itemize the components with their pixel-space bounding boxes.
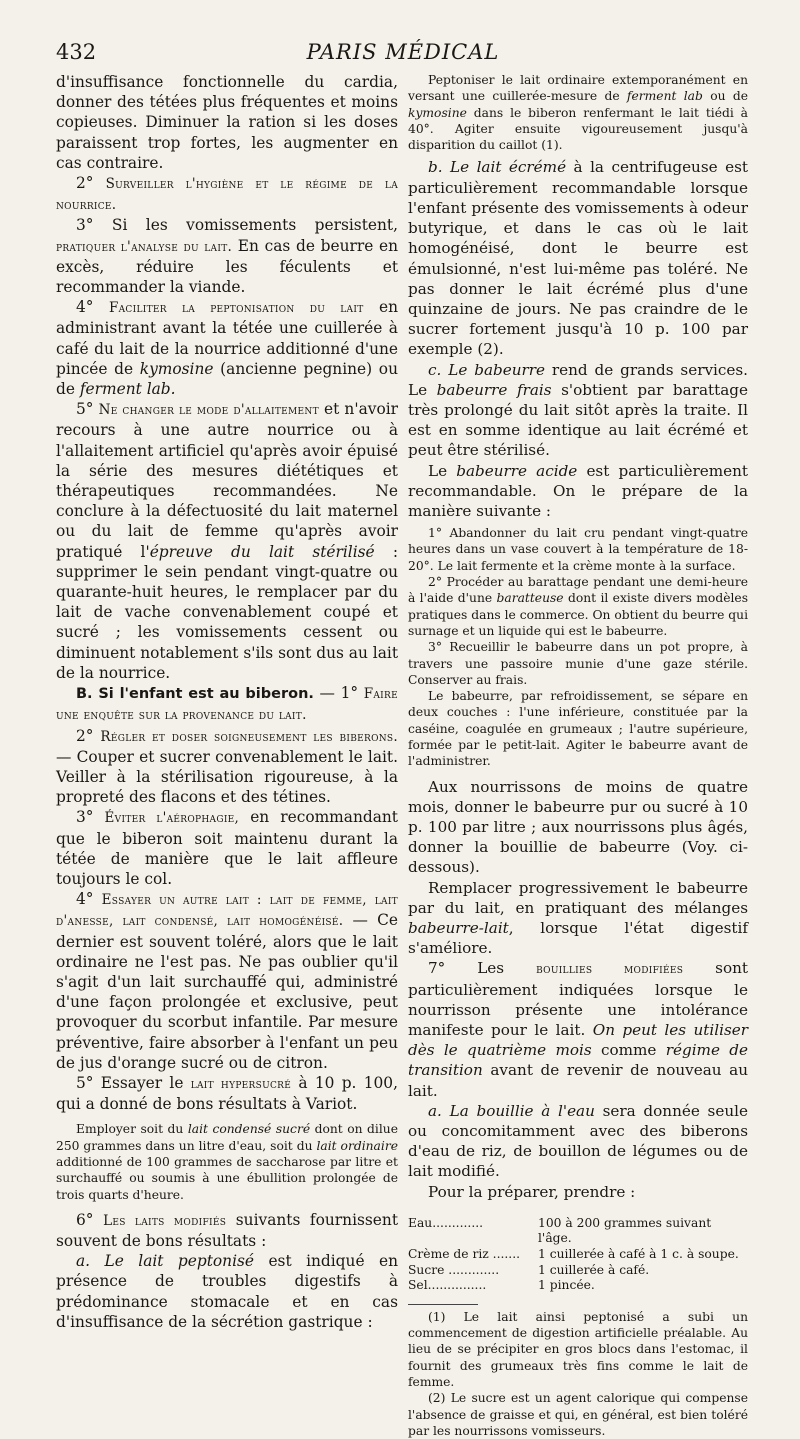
paragraph-hygiene: 2° Surveiller l'hygiène et le régime de la nourrice. (56, 174, 398, 214)
recipe-row: Crème de riz ....... 1 cuillerée à café à 1 c. à soupe. (408, 1247, 739, 1262)
running-title: PARIS MÉDICAL (306, 40, 500, 64)
footnote-1: (1) Le lait ainsi peptonisé a subi un commencement de digestion artificielle préalable. Au lieu de se précipiter en gros blocs dans l'estomac, il fournit des grumeaux très fins comme le lait de femme. (408, 1309, 748, 1390)
paragraph-laits-modifies: 6° Les laits modifiés suivants fournissent souvent de bons résultats : (56, 1210, 398, 1251)
paragraph-autre-lait: 4° Essayer un autre lait : lait de femme, lait d'anesse, lait condensé, lait homogénéisé. — Ce dernier est souvent toléré, alors que le lait ordinaire ne l'est pas. Ne pas oublier qu'il s'agit d'un lait surchauffé qui, administré d'une façon prolongée et exclusive, peut provoquer du scorbut infantile. Par mesure préventive, faire absorber à l'enfant un peu de jus d'orange sucré ou de citron. (56, 890, 399, 1072)
paragraph-peptonisation: 4° Faciliter la peptonisation du lait en administrant avant la tétée une cuillerée à café du lait de la nourrice additionné d'une pincée de kymosine (ancienne pegnine) ou de ferment lab. (56, 298, 398, 399)
recipe-row: Sucre ............. 1 cuillerée à café. (408, 1262, 650, 1277)
paragraph-lait-ecreme: b. Le lait écrémé à la centrifugeuse est particulièrement recommandable lorsque l'enfant présente des vomissements à odeur butyrique, et dans le cas où le lait homogénéisé, dont le beurre est émulsionné, n'est lui-même pas toléré. Ne pas donner le lait écrémé plus d'une quinzaine de jours. Ne pas craindre de le sucrer fortement jusqu'à 10 p. 100 par exemple (2). (408, 158, 748, 359)
page-number: 432 (56, 40, 97, 64)
page-header (56, 40, 750, 68)
paragraph-hypersucre: 5° Essayer le lait hypersucré à 10 p. 100, qui a donné de bons résultats à Variot. (56, 1073, 398, 1114)
paragraph-babeurre-acide: Le babeurre acide est particulièrement recommandable. On le prépare de la manière suivante : (408, 461, 748, 520)
paragraph-babeurre: c. Le babeurre rend de grands services. Le babeurre frais s'obtient par barattage très prolongé du lait sitôt après la traite. Il est en somme identique au lait écrémé et peut être stérilisé. (408, 360, 749, 460)
left-column (56, 72, 398, 1332)
step-barattage: 2° Procéder au barattage pendant une demi-heure à l'aide d'une baratteuse dont il existe divers modèles pratiques dans le commerce. On obtient du beurre qui surnage et un liquide qui est le babeurre. (408, 575, 749, 638)
paragraph-nourrissons: Aux nourrissons de moins de quatre mois, donner le babeurre pur ou sucré à 10 p. 100 par litre ; aux nourrissons plus âgés, donner la bouillie de babeurre (Voy. ci-dessous). (408, 777, 748, 877)
recipe-table (408, 1216, 748, 1294)
note-refroidissement: Le babeurre, par refroidissement, se sépare en deux couches : l'une inférieure, constituée par la caséine, coagulée en grumeaux ; l'autre supérieure, formée par le petit-lait. Agiter le babeurre avant de l'administrer. (408, 689, 748, 769)
recipe-row: Eau............. 100 à 200 grammes suivant l'âge. (408, 1215, 712, 1246)
step-abandonner: 1° Abandonner du lait cru pendant vingt-quatre heures dans un vase couvert à la température de 18-20°. Le lait fermente et la crème monte à la surface. (408, 526, 748, 573)
recipe-row: Sel............... 1 pincée. (408, 1278, 595, 1293)
paragraph-bouillie-eau: a. La bouillie à l'eau sera donnée seule ou concomitamment avec des biberons d'eau de riz, de bouillon de légumes ou de lait modifié. (408, 1101, 748, 1181)
paragraph-allaitement: 5° Ne changer le mode d'allaitement et n'avoir recours à une autre nourrice ou à l'allaitement artificiel qu'après avoir épuisé la série des mesures diététiques et thérapeutiques recommandées. Ne conclure à la défectuosité du lait maternel ou du lait de femme qu'après avoir pratiqué l'épreuve du lait stérilisé : supprimer le sein pendant vingt-quatre ou quarante-huit heures, le remplacer par du lait de vache convenablement coupé et sucré ; les vomissements cessent ou diminuent notablement s'ils sont dus au lait de la nourrice. (56, 400, 399, 682)
paragraph-aerophagie: 3° Éviter l'aérophagie, en recommandant que le biberon soit maintenu durant la tétée de manière que le lait affleure toujours le col. (56, 808, 398, 888)
paragraph-preparer: Pour la préparer, prendre : (428, 1182, 636, 1201)
note-lait-condense: Employer soit du lait condensé sucré dont on dilue 250 grammes dans un litre d'eau, soit du lait ordinaire additionné de 100 grammes de saccharose par litre et surchauffé ou soumis à une ébullition prolongée de trois quarts d'heure. (56, 1122, 398, 1202)
right-column (408, 72, 748, 1439)
paragraph-bouillies: 7° Les bouillies modifiées sont particulièrement indiquées lorsque le nourrisson présente une intolérance manifeste pour le lait. On peut les utiliser dès le quatrième mois comme régime de transition avant de revenir de nouveau au lait. (408, 959, 748, 1100)
paragraph-lait-peptonise: a. Le lait peptonisé est indiqué en présence de troubles digestifs à prédominance stomacale et en cas d'insuffisance de la sécrétion gastrique : (56, 1252, 399, 1331)
paragraph-regler: 2° Régler et doser soigneusement les biberons. — Couper et sucrer convenablement le lait. Veiller à la stérilisation rigoureuse, à la propreté des flacons et des tétines. (56, 726, 398, 807)
step-recueillir: 3° Recueillir le babeurre dans un pot propre, à travers une passoire munie d'une gaze stérile. Conserver au frais. (408, 640, 748, 687)
paragraph-cardia: d'insuffisance fonctionnelle du cardia, donner des tétées plus fréquentes et moins copieuses. Diminuer la ration si les doses paraissent trop fortes, les augmenter en cas contraire. (56, 73, 398, 172)
footnote-2: (2) Le sucre est un agent calorique qui compense l'absence de graisse et qui, en général, est bien toléré par les nourrissons vomisseurs. (408, 1391, 748, 1438)
note-peptoniser: Peptoniser le lait ordinaire extemporanément en versant une cuillerée-mesure de ferment lab ou de kymosine dans le biberon renfermant le lait tiédi à 40°. Agiter ensuite vigoureusement jusqu'à disparition du caillot (1). (408, 73, 748, 153)
footnote-divider (408, 1304, 478, 1305)
paragraph-remplacer: Remplacer progressivement le babeurre par du lait, en pratiquant des mélanges babeurre-lait, lorsque l'état digestif s'améliore. (408, 878, 748, 958)
paragraph-analyse: 3° Si les vomissements persistent, pratiquer l'analyse du lait. En cas de beurre en excès, réduire les féculents et recommander la viande. (56, 216, 399, 297)
section-biberon: B. Si l'enfant est au biberon. — 1° Faire une enquête sur la provenance du lait. (56, 684, 398, 724)
